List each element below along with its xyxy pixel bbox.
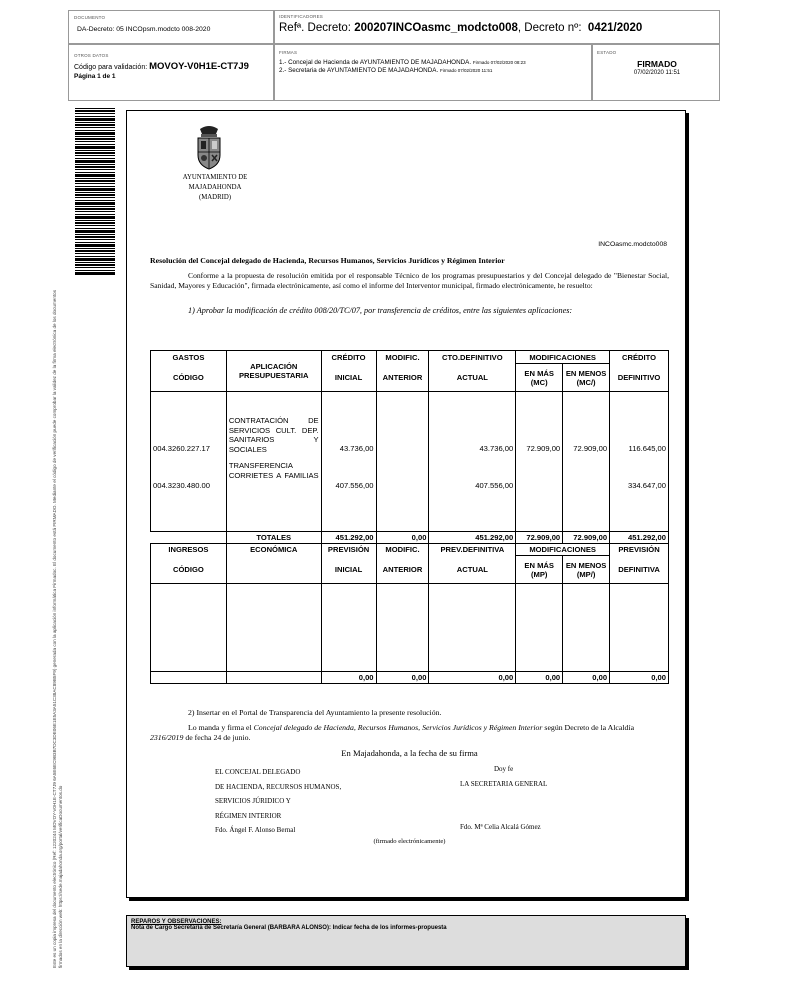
intro-paragraph: Conforme a la propuesta de resolución emitida por el responsable Técnico de los programas presupuestarios y del Concejal delegado de "Bienestar Social, Sanidad, Mayores y Educación", firmada electrónicamente, así como el informe del Interventor municipal, firmado electrónicamente, he resuelto: bbox=[150, 271, 669, 290]
th-cto-definitivo: CTO.DEFINITIVO bbox=[429, 351, 516, 364]
pagina-text: Página 1 de 1 bbox=[74, 73, 116, 80]
th-economica: ECONÓMICA bbox=[226, 544, 321, 556]
codigo-validacion bbox=[74, 61, 249, 72]
total-menos: 72.909,00 bbox=[563, 532, 610, 544]
row-1-aplicacion: CONTRATACIÓN DE SERVICIOS CULT. DEP. SANITARIOS Y SOCIALES bbox=[228, 416, 319, 454]
decreto-prefix: , Decreto nº: bbox=[517, 22, 582, 34]
row-2-codigo: 004.3230.480.00 bbox=[153, 481, 211, 490]
th-codigo: CÓDIGO bbox=[151, 364, 227, 392]
th-definitivo: DEFINITIVO bbox=[610, 364, 669, 392]
totales-label: TOTALES bbox=[226, 532, 321, 544]
th-aplicacion: APLICACIÓN PRESUPUESTARIA bbox=[226, 351, 321, 392]
row-1-mas: 72.909,00 bbox=[526, 444, 561, 453]
firma-1-text: 1.- Concejal de Hacienda de AYUNTAMIENTO DE MAJADAHONDA. bbox=[279, 59, 472, 66]
th-ing-anterior: ANTERIOR bbox=[376, 556, 429, 584]
barcode bbox=[75, 108, 115, 276]
observaciones-box bbox=[126, 915, 686, 967]
th-ing-inicial: INICIAL bbox=[321, 556, 376, 584]
total-inicial: 451.292,00 bbox=[321, 532, 376, 544]
estado-value: FIRMADO bbox=[637, 59, 677, 69]
otros-label: OTROS DATOS bbox=[74, 53, 109, 58]
ayto-line-2: MAJADAHONDA bbox=[188, 184, 242, 191]
th-gastos: GASTOS bbox=[151, 351, 227, 364]
firmado-electronicamente: (firmado electrónicamente) bbox=[373, 838, 446, 845]
row-1-definitivo: 116.645,00 bbox=[628, 444, 666, 453]
point-1: 1) Aprobar la modificación de crédito 008/20/TC/07, por transferencia de créditos, entre las siguientes aplicaciones: bbox=[188, 306, 573, 315]
documento-text: DA-Decreto: 05 INCOpsm.modcto 008-2020 bbox=[77, 26, 211, 33]
firmas-label: FIRMAS bbox=[279, 50, 298, 55]
firma-2-date: Firmado 07/02/2020 11:51 bbox=[439, 68, 493, 73]
th-ing-definitiva: DEFINITIVA bbox=[610, 556, 669, 584]
codigo-value: MOVOY-V0H1E-CT7J9 bbox=[149, 61, 249, 72]
gastos-totales-row bbox=[151, 532, 669, 544]
th-anterior: ANTERIOR bbox=[376, 364, 429, 392]
decreto-num: 0421/2020 bbox=[587, 22, 643, 34]
documento-label: DOCUMENTO bbox=[74, 15, 106, 20]
header-firmas-box bbox=[274, 44, 592, 101]
th-actual: ACTUAL bbox=[429, 364, 516, 392]
ing-total-mas: 0,00 bbox=[516, 672, 563, 684]
sig-right-3: Fdo. Mª Celia Alcalá Gómez bbox=[460, 823, 541, 831]
firma-1 bbox=[279, 59, 526, 66]
manda-c: según Decreto de la Alcaldía bbox=[544, 723, 635, 732]
col-definitivo bbox=[610, 392, 669, 532]
sig-right-2: LA SECRETARIA GENERAL bbox=[460, 780, 548, 788]
th-credito: CRÉDITO bbox=[321, 351, 376, 364]
ingresos-totales-row bbox=[151, 672, 669, 684]
row-1-actual: 43.736,00 bbox=[479, 444, 514, 453]
manda-paragraph bbox=[150, 723, 669, 743]
header-documento-box bbox=[68, 10, 274, 44]
total-anterior: 0,00 bbox=[376, 532, 429, 544]
ayuntamiento-block bbox=[170, 173, 260, 203]
total-actual: 451.292,00 bbox=[429, 532, 516, 544]
side-verification-text: Este es un copia impresa del documento electrónico (Ref: 1220244 MOVOY-V0H1E-CT7J9 6A5E6EC9B3B7DC3DE06E1E5A3A51C38AC89B5F9) generada con la aplicación informática Firmadoc. El documento está FIRMADO. Mediante el código de verificación puede comprobar la validez de la firma electrónica de los documentos firmados en la dirección web: https://sede.majadahonda.org/portal/verificaDocumentos.do bbox=[52, 289, 63, 968]
ing-total-actual: 0,00 bbox=[429, 672, 516, 684]
sig-left-1: EL CONCEJAL DELEGADO bbox=[215, 768, 301, 776]
sig-left-3: SERVICIOS JÚRIDICO Y bbox=[215, 797, 291, 805]
observaciones-text: Nota de Cargo Secretaría de Secretaría General (BARBARA ALONSO): Indicar fecha de los informes-propuesta bbox=[131, 925, 447, 931]
documento-value bbox=[77, 26, 210, 33]
col-aplicacion bbox=[226, 392, 321, 532]
manda-b: Concejal delegado de Hacienda, Recursos Humanos, Servicios Jurídicos y Régimen Interior bbox=[253, 723, 543, 732]
th-ing-modificaciones: MODIFICACIONES bbox=[516, 544, 610, 556]
place-date: En Majadahonda, a la fecha de su firma bbox=[341, 748, 478, 758]
manda-d: 2316/2019 bbox=[150, 733, 184, 742]
row-2-definitivo: 334.647,00 bbox=[627, 481, 666, 490]
header-otros-box bbox=[68, 44, 274, 101]
sig-right-1: Doy fe bbox=[494, 765, 514, 773]
th-ing-en-mas: EN MÁS (MP) bbox=[516, 556, 563, 584]
codigo-label: Código para validación: bbox=[74, 64, 148, 71]
row-2-inicial: 407.556,00 bbox=[335, 481, 374, 490]
ayto-line-3: (MADRID) bbox=[198, 194, 232, 201]
ref-prefix: Refª. Decreto: bbox=[279, 22, 352, 34]
referencia-line bbox=[279, 22, 642, 34]
gastos-body-row bbox=[151, 392, 669, 532]
col-anterior bbox=[376, 392, 429, 532]
th-modific: MODIFIC. bbox=[376, 351, 429, 364]
header-identificadores-box bbox=[274, 10, 720, 44]
th-en-menos: EN MENOS (MC/) bbox=[563, 364, 610, 392]
total-mas: 72.909,00 bbox=[516, 532, 563, 544]
estado-label: ESTADO bbox=[597, 50, 617, 55]
col-codigo bbox=[151, 392, 227, 532]
signature-left bbox=[215, 765, 341, 838]
th-ing-blank bbox=[226, 556, 321, 584]
header-estado-box bbox=[592, 44, 720, 101]
ayto-line-1: AYUNTAMIENTO DE bbox=[182, 174, 248, 181]
row-2-menos: 72.909,00 bbox=[573, 444, 608, 453]
manda-e: de fecha 24 de junio. bbox=[185, 733, 251, 742]
sig-left-4: RÉGIMEN INTERIOR bbox=[215, 811, 282, 820]
point-2: 2) Insertar en el Portal de Transparencia del Ayuntamiento la presente resolución. bbox=[188, 708, 442, 717]
totales-blank bbox=[151, 532, 227, 544]
th-ing-actual: ACTUAL bbox=[429, 556, 516, 584]
th-prevision: PREVISIÓN bbox=[321, 544, 376, 556]
sig-left-5: Fdo. Ángel F. Alonso Bernal bbox=[215, 826, 296, 834]
th-inicial: INICIAL bbox=[321, 364, 376, 392]
total-definitivo: 451.292,00 bbox=[610, 532, 669, 544]
th-ingresos: INGRESOS bbox=[151, 544, 227, 556]
row-1-codigo: 004.3260.227.17 bbox=[153, 444, 211, 453]
ingresos-body-row bbox=[151, 584, 669, 672]
ref-code: 200207INCOasmc_modcto008 bbox=[354, 22, 518, 34]
firma-1-date: Firmado 07/02/2020 08:23 bbox=[472, 60, 526, 65]
th-ing-en-menos: EN MENOS (MP/) bbox=[563, 556, 610, 584]
manda-a: Lo manda y firma el bbox=[188, 723, 252, 732]
ingresos-subheader-row bbox=[151, 556, 669, 584]
resolution-title: Resolución del Concejal delegado de Hacienda, Recursos Humanos, Servicios Jurídicos y Régimen Interior bbox=[150, 256, 505, 265]
sig-left-2: DE HACIENDA, RECURSOS HUMANOS, bbox=[215, 782, 342, 791]
identificadores-label: IDENTIFICADORES bbox=[279, 14, 324, 19]
coat-of-arms-icon bbox=[194, 125, 224, 171]
row-2-actual: 407.556,00 bbox=[475, 481, 514, 490]
firma-2 bbox=[279, 67, 492, 74]
ing-total-menos: 0,00 bbox=[563, 672, 610, 684]
doc-ref: INCOasmc.modcto008 bbox=[598, 241, 667, 248]
firma-2-text: 2.- Secretaria de AYUNTAMIENTO DE MAJADAHONDA. bbox=[279, 67, 439, 74]
observaciones-label: REPAROS Y OBSERVACIONES: bbox=[131, 919, 222, 925]
row-1-inicial: 43.736,00 bbox=[339, 444, 374, 453]
ing-total-anterior: 0,00 bbox=[376, 672, 429, 684]
gastos-header-row bbox=[151, 351, 669, 364]
th-modificaciones: MODIFICACIONES bbox=[516, 351, 610, 364]
th-ing-prevision: PREVISIÓN bbox=[610, 544, 669, 556]
ing-total-inicial: 0,00 bbox=[321, 672, 376, 684]
col-actual bbox=[429, 392, 516, 532]
th-en-mas: EN MÁS (MC) bbox=[516, 364, 563, 392]
modification-table bbox=[150, 350, 669, 684]
th-ing-modific: MODIFIC. bbox=[376, 544, 429, 556]
th-credito-def: CRÉDITO bbox=[610, 351, 669, 364]
th-prev-definitiva: PREV.DEFINITIVA bbox=[429, 544, 516, 556]
col-en-menos bbox=[563, 392, 610, 532]
col-inicial bbox=[321, 392, 376, 532]
th-ing-codigo: CÓDIGO bbox=[151, 556, 227, 584]
ing-total-definitiva: 0,00 bbox=[610, 672, 669, 684]
ingresos-header-row bbox=[151, 544, 669, 556]
row-2-aplicacion: TRANSFERENCIA CORRIETES A FAMILIAS bbox=[228, 461, 319, 480]
estado-date: 07/02/2020 11:51 bbox=[633, 70, 681, 76]
col-en-mas bbox=[516, 392, 563, 532]
